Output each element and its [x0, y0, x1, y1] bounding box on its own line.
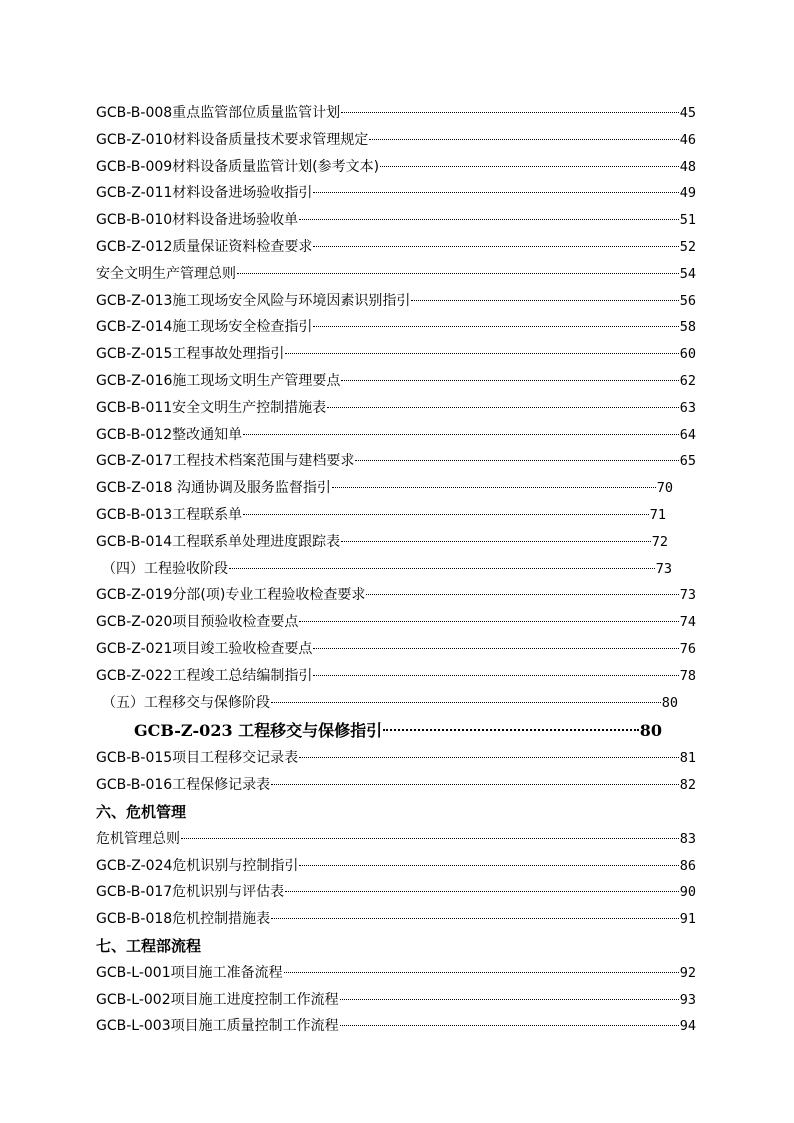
section-heading: 七、工程部流程	[96, 936, 202, 955]
toc-entry-page: 76	[679, 640, 696, 657]
toc-entry[interactable]	[96, 582, 696, 609]
toc-entry-title: GCB-Z-014施工现场安全检查指引	[96, 319, 313, 336]
toc-entry-page: 65	[679, 453, 696, 470]
table-of-contents	[96, 100, 696, 1040]
toc-entry[interactable]	[96, 987, 696, 1014]
dot-leader	[285, 891, 679, 892]
toc-entry-title: GCB-B-015项目工程移交记录表	[96, 750, 299, 767]
dot-leader	[271, 702, 661, 703]
toc-entry[interactable]	[96, 314, 696, 341]
toc-entry[interactable]	[96, 556, 672, 583]
toc-entry[interactable]	[96, 1013, 696, 1040]
toc-entry-page: 63	[679, 399, 696, 416]
toc-entry-title: GCB-B-010材料设备进场验收单	[96, 212, 299, 229]
toc-entry-title: GCB-Z-013施工现场安全风险与环境因素识别指引	[96, 292, 411, 309]
toc-entry-title: GCB-Z-024危机识别与控制指引	[96, 857, 299, 874]
toc-entry[interactable]	[96, 341, 696, 368]
toc-entry[interactable]	[96, 180, 696, 207]
toc-entry[interactable]	[96, 234, 696, 261]
toc-entry[interactable]	[96, 906, 696, 933]
toc-entry[interactable]	[96, 395, 696, 422]
toc-entry-page: 45	[679, 105, 696, 121]
toc-entry-page: 86	[679, 857, 696, 874]
dot-leader	[341, 541, 651, 542]
toc-entry-page: 62	[679, 372, 696, 389]
dot-leader	[313, 246, 678, 247]
toc-entry[interactable]	[96, 422, 696, 449]
toc-entry-page: 49	[679, 185, 696, 202]
toc-entry-title: GCB-B-014工程联系单处理进度跟踪表	[96, 533, 341, 550]
dot-leader	[243, 514, 649, 515]
toc-entry[interactable]	[96, 154, 696, 181]
dot-leader	[299, 621, 678, 622]
toc-entry-title: GCB-Z-020项目预验收检查要点	[96, 614, 299, 631]
toc-entry-title: GCB-B-017危机识别与评估表	[96, 884, 285, 901]
toc-entry-title: GCB-L-003项目施工质量控制工作流程	[96, 1018, 339, 1035]
toc-entry-page: 80	[661, 694, 678, 711]
dot-leader	[313, 192, 678, 193]
dot-leader	[271, 918, 679, 919]
toc-entry-title: GCB-B-011安全文明生产控制措施表	[96, 399, 327, 416]
toc-entry-title: GCB-Z-018 沟通协调及服务监督指引	[96, 480, 331, 497]
dot-leader	[313, 326, 678, 327]
toc-entry-title: （四）工程验收阶段	[102, 560, 228, 577]
toc-entry-page: 72	[651, 533, 668, 550]
toc-entry[interactable]	[96, 288, 696, 315]
toc-entry-title: GCB-Z-017工程技术档案范围与建档要求	[96, 453, 355, 470]
toc-entry[interactable]	[96, 127, 696, 154]
toc-entry-title: GCB-Z-023 工程移交与保修指引	[134, 721, 383, 741]
dot-leader	[299, 757, 679, 758]
dot-leader	[341, 112, 679, 113]
toc-entry-title: GCB-B-018危机控制措施表	[96, 911, 271, 928]
toc-entry-page: 71	[649, 506, 666, 523]
toc-entry-title: GCB-L-002项目施工进度控制工作流程	[96, 991, 339, 1008]
dot-leader	[299, 219, 679, 220]
toc-entry-title: 安全文明生产管理总则	[96, 265, 236, 282]
toc-entry[interactable]	[96, 745, 696, 772]
toc-entry-title: GCB-Z-021项目竣工验收检查要点	[96, 640, 313, 657]
toc-entry-page: 58	[679, 319, 696, 336]
toc-entry[interactable]	[96, 207, 696, 234]
toc-entry-title: GCB-Z-011材料设备进场验收指引	[96, 185, 313, 202]
dot-leader	[411, 300, 678, 301]
toc-entry[interactable]	[96, 826, 696, 853]
toc-entry[interactable]	[96, 529, 668, 556]
toc-entry-page: 74	[679, 614, 696, 631]
dot-leader	[369, 139, 678, 140]
toc-entry[interactable]	[96, 475, 673, 502]
dot-leader	[237, 273, 679, 274]
toc-entry-title: GCB-B-008重点监管部位质量监管计划	[96, 105, 341, 121]
dot-leader	[313, 648, 678, 649]
toc-entry-page: 48	[679, 158, 696, 175]
dot-leader	[243, 434, 679, 435]
dot-leader	[285, 353, 678, 354]
dot-leader	[313, 675, 678, 676]
toc-entry-page: 83	[679, 830, 696, 847]
toc-entry-title: （五）工程移交与保修阶段	[102, 694, 270, 711]
toc-entry-page: 82	[679, 777, 696, 794]
toc-entry[interactable]	[96, 368, 696, 395]
toc-entry-title: GCB-B-012整改通知单	[96, 426, 243, 443]
toc-entry-page: 54	[679, 265, 696, 282]
toc-entry[interactable]	[96, 772, 696, 799]
toc-entry-page: 90	[679, 884, 696, 901]
toc-entry-page: 52	[679, 238, 696, 255]
toc-entry[interactable]	[96, 853, 696, 880]
toc-entry-page: 81	[679, 750, 696, 767]
toc-entry[interactable]	[96, 609, 696, 636]
section-heading: 六、危机管理	[96, 802, 187, 821]
toc-entry[interactable]	[96, 716, 662, 745]
toc-entry[interactable]	[96, 261, 696, 288]
dot-leader	[271, 784, 679, 785]
toc-entry-page: 64	[679, 426, 696, 443]
toc-entry[interactable]	[96, 448, 696, 475]
toc-entry[interactable]	[96, 960, 696, 987]
dot-leader	[366, 594, 678, 595]
toc-entry-page: 73	[655, 560, 672, 577]
toc-entry-title: GCB-B-009材料设备质量监管计划(参考文本)	[96, 158, 380, 175]
toc-entry-page: 93	[679, 991, 696, 1008]
dot-leader	[181, 838, 679, 839]
toc-entry-title: GCB-L-001项目施工准备流程	[96, 964, 283, 981]
dot-leader	[284, 972, 679, 973]
toc-entry-page: 92	[679, 964, 696, 981]
dot-leader	[340, 1025, 679, 1026]
dot-leader	[341, 380, 678, 381]
dot-leader	[332, 487, 656, 488]
toc-entry-page: 51	[679, 212, 696, 229]
toc-entry-title: GCB-B-013工程联系单	[96, 506, 243, 523]
toc-entry-title: GCB-B-016工程保修记录表	[96, 777, 271, 794]
toc-entry-page: 56	[679, 292, 696, 309]
toc-entry[interactable]	[96, 636, 696, 663]
toc-entry-page: 73	[679, 587, 696, 604]
toc-entry-title: GCB-Z-016施工现场文明生产管理要点	[96, 372, 341, 389]
toc-entry-title: GCB-Z-022工程竣工总结编制指引	[96, 667, 313, 684]
toc-entry-title: GCB-Z-012质量保证资料检查要求	[96, 238, 313, 255]
dot-leader	[299, 865, 678, 866]
toc-entry-page: 78	[679, 667, 696, 684]
dot-leader	[327, 407, 679, 408]
toc-entry-page: 94	[679, 1018, 696, 1035]
toc-entry-page: 80	[639, 721, 662, 741]
dot-leader	[383, 729, 639, 731]
toc-entry-title: GCB-Z-010材料设备质量技术要求管理规定	[96, 131, 369, 148]
toc-entry-page: 46	[679, 131, 696, 148]
toc-entry[interactable]	[96, 663, 696, 690]
toc-entry[interactable]	[96, 502, 666, 529]
toc-entry-title: GCB-Z-015工程事故处理指引	[96, 346, 285, 363]
dot-leader	[340, 999, 679, 1000]
dot-leader	[229, 568, 655, 569]
dot-leader	[355, 460, 678, 461]
toc-entry-page: 60	[679, 346, 696, 363]
toc-entry-title: GCB-Z-019分部(项)专业工程验收检查要求	[96, 587, 366, 604]
toc-entry-page: 70	[656, 480, 673, 497]
toc-entry-page: 91	[679, 911, 696, 928]
toc-entry-title: 危机管理总则	[96, 830, 180, 847]
toc-entry[interactable]	[96, 879, 696, 906]
toc-entry[interactable]	[96, 100, 696, 127]
toc-entry[interactable]	[96, 690, 678, 717]
dot-leader	[380, 166, 679, 167]
